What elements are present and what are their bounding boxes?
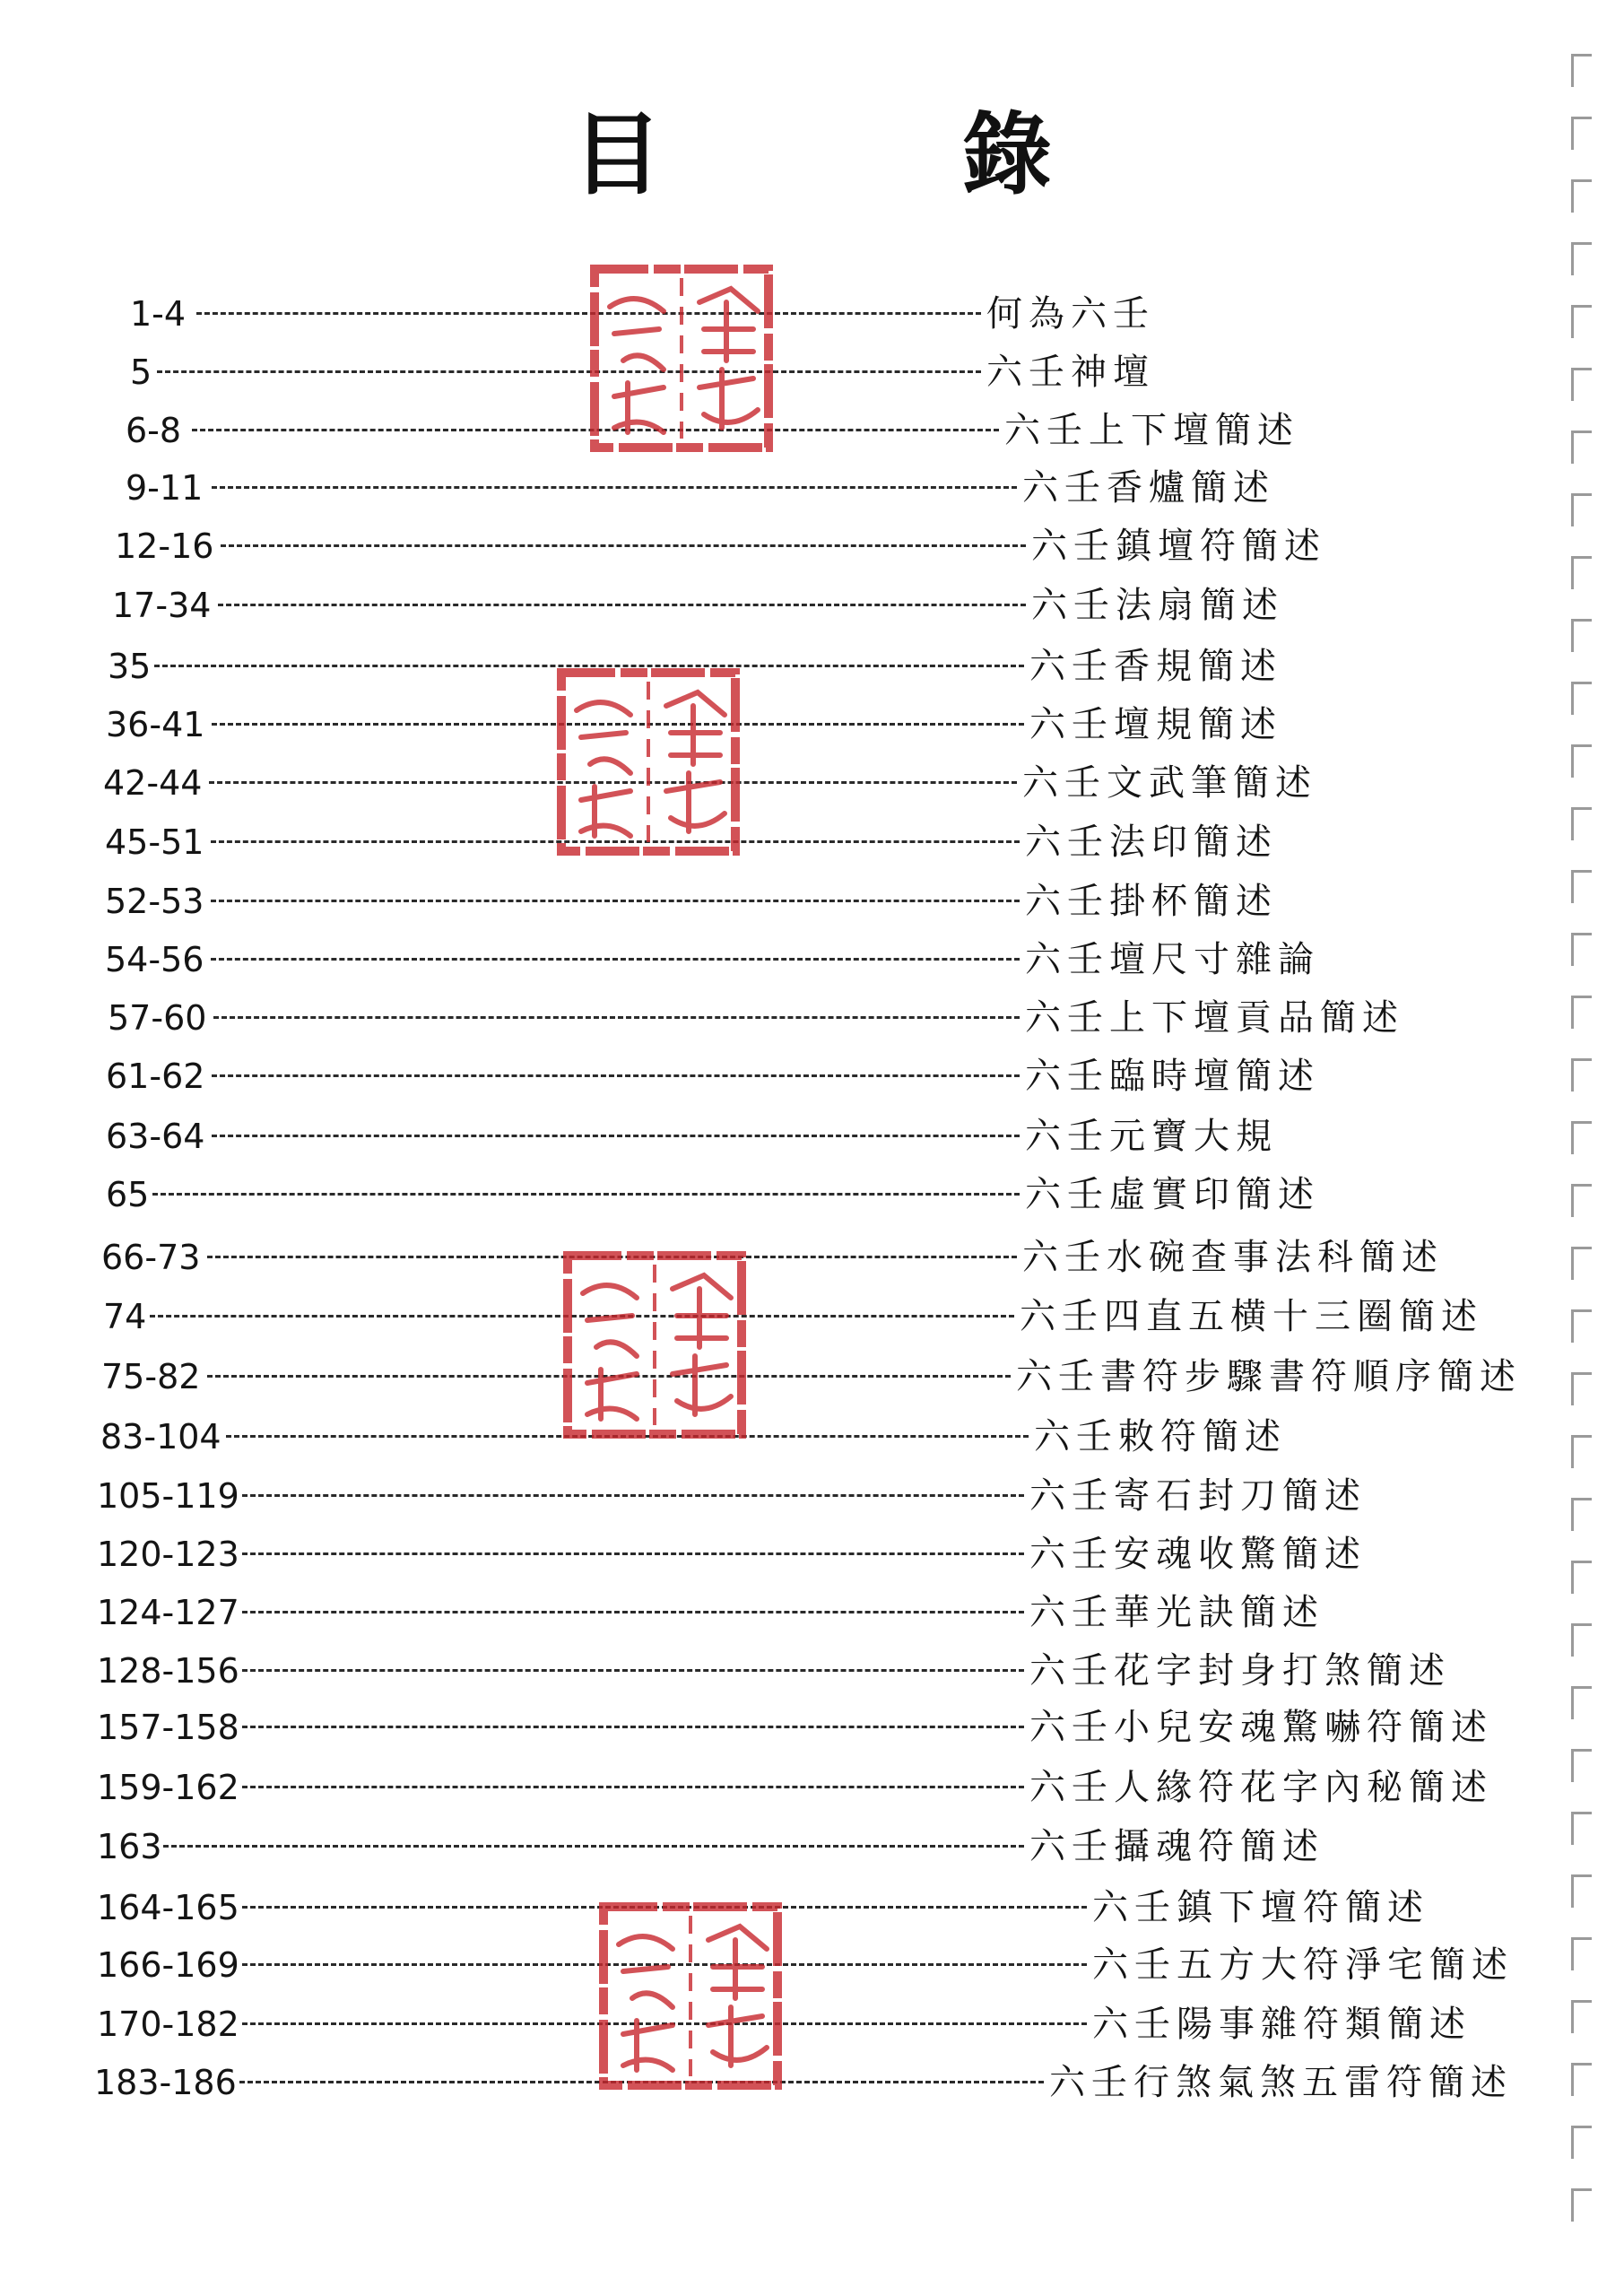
toc-page-range: 66-73 xyxy=(101,1238,201,1277)
toc-leader-line xyxy=(211,958,1020,961)
toc-entry[interactable] xyxy=(0,1288,1624,1347)
toc-heading: 六壬神壇 xyxy=(986,352,1155,393)
toc-leader-line xyxy=(154,665,1024,667)
toc-entry[interactable] xyxy=(0,2054,1624,2113)
toc-entry[interactable] xyxy=(0,638,1624,697)
toc-entry[interactable] xyxy=(0,1048,1624,1107)
binding-ring xyxy=(1571,305,1592,338)
toc-heading: 六壬法印簡述 xyxy=(1025,822,1278,863)
toc-page-range: 105-119 xyxy=(97,1476,239,1516)
toc-page-range: 183-186 xyxy=(94,2063,237,2102)
toc-entry[interactable] xyxy=(0,1759,1624,1818)
toc-entry[interactable] xyxy=(0,1818,1624,1877)
toc-entry[interactable] xyxy=(0,696,1624,755)
toc-leader-line xyxy=(242,1494,1024,1497)
toc-heading: 六壬虛實印簡述 xyxy=(1025,1174,1320,1215)
toc-page-range: 5 xyxy=(130,352,152,392)
binding-ring xyxy=(1571,1686,1592,1719)
toc-entry[interactable] xyxy=(0,989,1624,1048)
toc-heading: 六壬行煞氣煞五雷符簡述 xyxy=(1049,2062,1513,2103)
binding-ring xyxy=(1571,1247,1592,1280)
toc-heading: 六壬掛杯簡述 xyxy=(1025,881,1278,922)
toc-heading: 六壬法扇簡述 xyxy=(1031,585,1284,626)
toc-heading: 六壬臨時壇簡述 xyxy=(1025,1056,1320,1097)
toc-heading: 何為六壬 xyxy=(986,293,1155,335)
toc-heading: 六壬鎮壇符簡述 xyxy=(1031,526,1326,567)
toc-heading: 六壬文武筆簡述 xyxy=(1022,762,1317,804)
toc-leader-line xyxy=(226,1435,1029,1438)
toc-heading: 六壬鎮下壇符簡述 xyxy=(1092,1887,1429,1928)
toc-page-range: 163 xyxy=(97,1827,162,1866)
toc-page-range: 54-56 xyxy=(105,940,204,979)
binding-ring xyxy=(1571,1561,1592,1594)
toc-heading: 六壬小兒安魂驚嚇符簡述 xyxy=(1029,1707,1493,1748)
toc-page-range: 65 xyxy=(106,1175,150,1214)
toc-leader-line xyxy=(150,1315,1014,1318)
toc-page-range: 35 xyxy=(108,647,152,686)
binding-ring xyxy=(1571,1121,1592,1154)
toc-entry[interactable] xyxy=(0,873,1624,932)
toc-page-range: 83-104 xyxy=(100,1417,221,1457)
binding-ring xyxy=(1571,1184,1592,1217)
toc-heading: 六壬陽事雜符類簡述 xyxy=(1092,2004,1472,2045)
toc-heading: 六壬香規簡述 xyxy=(1029,646,1282,687)
toc-page-range: 170-182 xyxy=(97,2005,239,2044)
toc-heading: 六壬安魂收驚簡述 xyxy=(1029,1534,1367,1575)
toc-page-range: 9-11 xyxy=(126,468,204,508)
toc-entry[interactable] xyxy=(0,754,1624,813)
binding-ring xyxy=(1571,368,1592,401)
toc-entry[interactable] xyxy=(0,931,1624,990)
toc-heading: 六壬五方大符淨宅簡述 xyxy=(1092,1944,1514,1986)
binding-ring xyxy=(1571,744,1592,778)
binding-ring xyxy=(1571,117,1592,150)
toc-heading: 六壬華光訣簡述 xyxy=(1029,1592,1324,1633)
binding-ring xyxy=(1571,242,1592,275)
toc-entry[interactable] xyxy=(0,344,1624,403)
binding-ring xyxy=(1571,1937,1592,1970)
toc-entry[interactable] xyxy=(0,1467,1624,1526)
toc-page-range: 63-64 xyxy=(106,1117,205,1156)
toc-entry[interactable] xyxy=(0,1996,1624,2055)
toc-leader-line xyxy=(213,1016,1020,1019)
toc-leader-line xyxy=(242,1726,1024,1728)
toc-page-range: 75-82 xyxy=(101,1357,201,1396)
toc-entry[interactable] xyxy=(0,402,1624,461)
toc-entry[interactable] xyxy=(0,1108,1624,1167)
toc-page-range: 52-53 xyxy=(105,882,204,921)
toc-entry[interactable] xyxy=(0,1229,1624,1288)
toc-leader-line xyxy=(211,900,1020,902)
toc-leader-line xyxy=(152,1193,1020,1196)
toc-page-range: 159-162 xyxy=(97,1768,239,1807)
toc-leader-line xyxy=(242,1552,1024,1555)
toc-leader-line xyxy=(239,2081,1044,2083)
toc-entry[interactable] xyxy=(0,1699,1624,1758)
toc-page-range: 128-156 xyxy=(97,1651,239,1691)
toc-leader-line xyxy=(212,486,1017,489)
binding-ring xyxy=(1571,2126,1592,2159)
toc-page-range: 74 xyxy=(103,1297,147,1336)
toc-entry[interactable] xyxy=(0,813,1624,873)
toc-leader-line xyxy=(221,544,1026,547)
toc-page-range: 120-123 xyxy=(97,1535,239,1574)
toc-heading: 六壬書符步驟書符順序簡述 xyxy=(1016,1356,1522,1397)
toc-heading: 六壬寄石封刀簡述 xyxy=(1029,1475,1367,1517)
binding-ring xyxy=(1571,933,1592,966)
binding-ring xyxy=(1571,556,1592,589)
toc-leader-line xyxy=(242,1611,1024,1613)
toc-page-range: 57-60 xyxy=(108,998,207,1038)
page-title: 目 錄 xyxy=(572,102,1186,207)
toc-page-range: 12-16 xyxy=(115,526,214,566)
binding-ring xyxy=(1571,870,1592,903)
toc-heading: 六壬四直五横十三圈簡述 xyxy=(1020,1296,1483,1337)
binding-ring xyxy=(1571,1498,1592,1531)
toc-page-range: 42-44 xyxy=(103,763,203,803)
binding-ring xyxy=(1571,1874,1592,1908)
toc-page-range: 45-51 xyxy=(105,822,204,862)
toc-leader-line xyxy=(163,1845,1024,1848)
toc-leader-line xyxy=(212,1074,1020,1077)
toc-leader-line xyxy=(242,1906,1087,1909)
binding-ring xyxy=(1571,1372,1592,1405)
toc-entry[interactable] xyxy=(0,1584,1624,1643)
binding-ring xyxy=(1571,2063,1592,2096)
toc-page-range: 124-127 xyxy=(97,1593,239,1632)
toc-entry[interactable] xyxy=(0,1408,1624,1467)
toc-page-range: 1-4 xyxy=(130,294,187,334)
toc-leader-line xyxy=(211,840,1020,843)
binding-ring xyxy=(1571,2188,1592,2222)
toc-page-range: 36-41 xyxy=(106,705,205,744)
toc-entry[interactable] xyxy=(0,1936,1624,1996)
binding-ring xyxy=(1571,493,1592,526)
toc-page-range: 164-165 xyxy=(97,1888,239,1927)
toc-page-range: 17-34 xyxy=(112,586,212,625)
binding-ring xyxy=(1571,1435,1592,1468)
toc-entry[interactable] xyxy=(0,577,1624,636)
binding-ring xyxy=(1571,430,1592,464)
toc-heading: 六壬水碗查事法科簡述 xyxy=(1022,1237,1444,1278)
toc-entry[interactable] xyxy=(0,1642,1624,1701)
toc-leader-line xyxy=(209,781,1017,784)
toc-leader-line xyxy=(212,723,1024,726)
toc-leader-line xyxy=(242,1669,1024,1672)
toc-heading: 六壬敕符簡述 xyxy=(1034,1416,1287,1457)
binding-ring xyxy=(1571,1749,1592,1782)
toc-heading: 六壬上下壇簡述 xyxy=(1004,410,1299,451)
binding-ring xyxy=(1571,1812,1592,1845)
toc-heading: 六壬花字封身打煞簡述 xyxy=(1029,1650,1451,1692)
toc-leader-line xyxy=(196,312,981,315)
toc-page-range: 6-8 xyxy=(126,411,182,450)
toc-entry[interactable] xyxy=(0,1348,1624,1407)
toc-page-range: 61-62 xyxy=(106,1057,205,1096)
binding-ring xyxy=(1571,2000,1592,2033)
binding-ring xyxy=(1571,619,1592,652)
toc-leader-line xyxy=(157,370,981,373)
toc-leader-line xyxy=(207,1256,1017,1258)
toc-entry[interactable] xyxy=(0,285,1624,344)
toc-entry[interactable] xyxy=(0,517,1624,577)
binding-ring xyxy=(1571,1623,1592,1657)
binding-ring xyxy=(1571,54,1592,87)
toc-leader-line xyxy=(242,1963,1087,1966)
toc-leader-line xyxy=(207,1375,1011,1378)
toc-heading: 六壬香爐簡述 xyxy=(1022,467,1275,509)
toc-entry[interactable] xyxy=(0,1879,1624,1938)
toc-leader-line xyxy=(212,1135,1020,1137)
toc-entry[interactable] xyxy=(0,459,1624,518)
toc-page-range: 157-158 xyxy=(97,1708,239,1747)
toc-heading: 六壬壇規簡述 xyxy=(1029,704,1282,745)
toc-heading: 六壬元寶大規 xyxy=(1025,1116,1278,1157)
toc-leader-line xyxy=(242,2022,1087,2025)
spiral-binding xyxy=(1564,54,1600,2278)
toc-heading: 六壬壇尺寸雜論 xyxy=(1025,939,1320,980)
binding-ring xyxy=(1571,1309,1592,1343)
toc-leader-line xyxy=(218,604,1026,606)
binding-ring xyxy=(1571,996,1592,1029)
toc-entry[interactable] xyxy=(0,1526,1624,1585)
binding-ring xyxy=(1571,682,1592,715)
toc-heading: 六壬上下壇貢品簡述 xyxy=(1025,997,1404,1039)
toc-leader-line xyxy=(242,1786,1024,1788)
toc-page-range: 166-169 xyxy=(97,1945,239,1985)
toc-heading: 六壬攝魂符簡述 xyxy=(1029,1826,1324,1867)
toc-entry[interactable] xyxy=(0,1166,1624,1225)
toc-heading: 六壬人緣符花字內秘簡述 xyxy=(1029,1767,1493,1808)
binding-ring xyxy=(1571,179,1592,213)
binding-ring xyxy=(1571,1058,1592,1091)
binding-ring xyxy=(1571,807,1592,840)
toc-leader-line xyxy=(192,429,999,431)
